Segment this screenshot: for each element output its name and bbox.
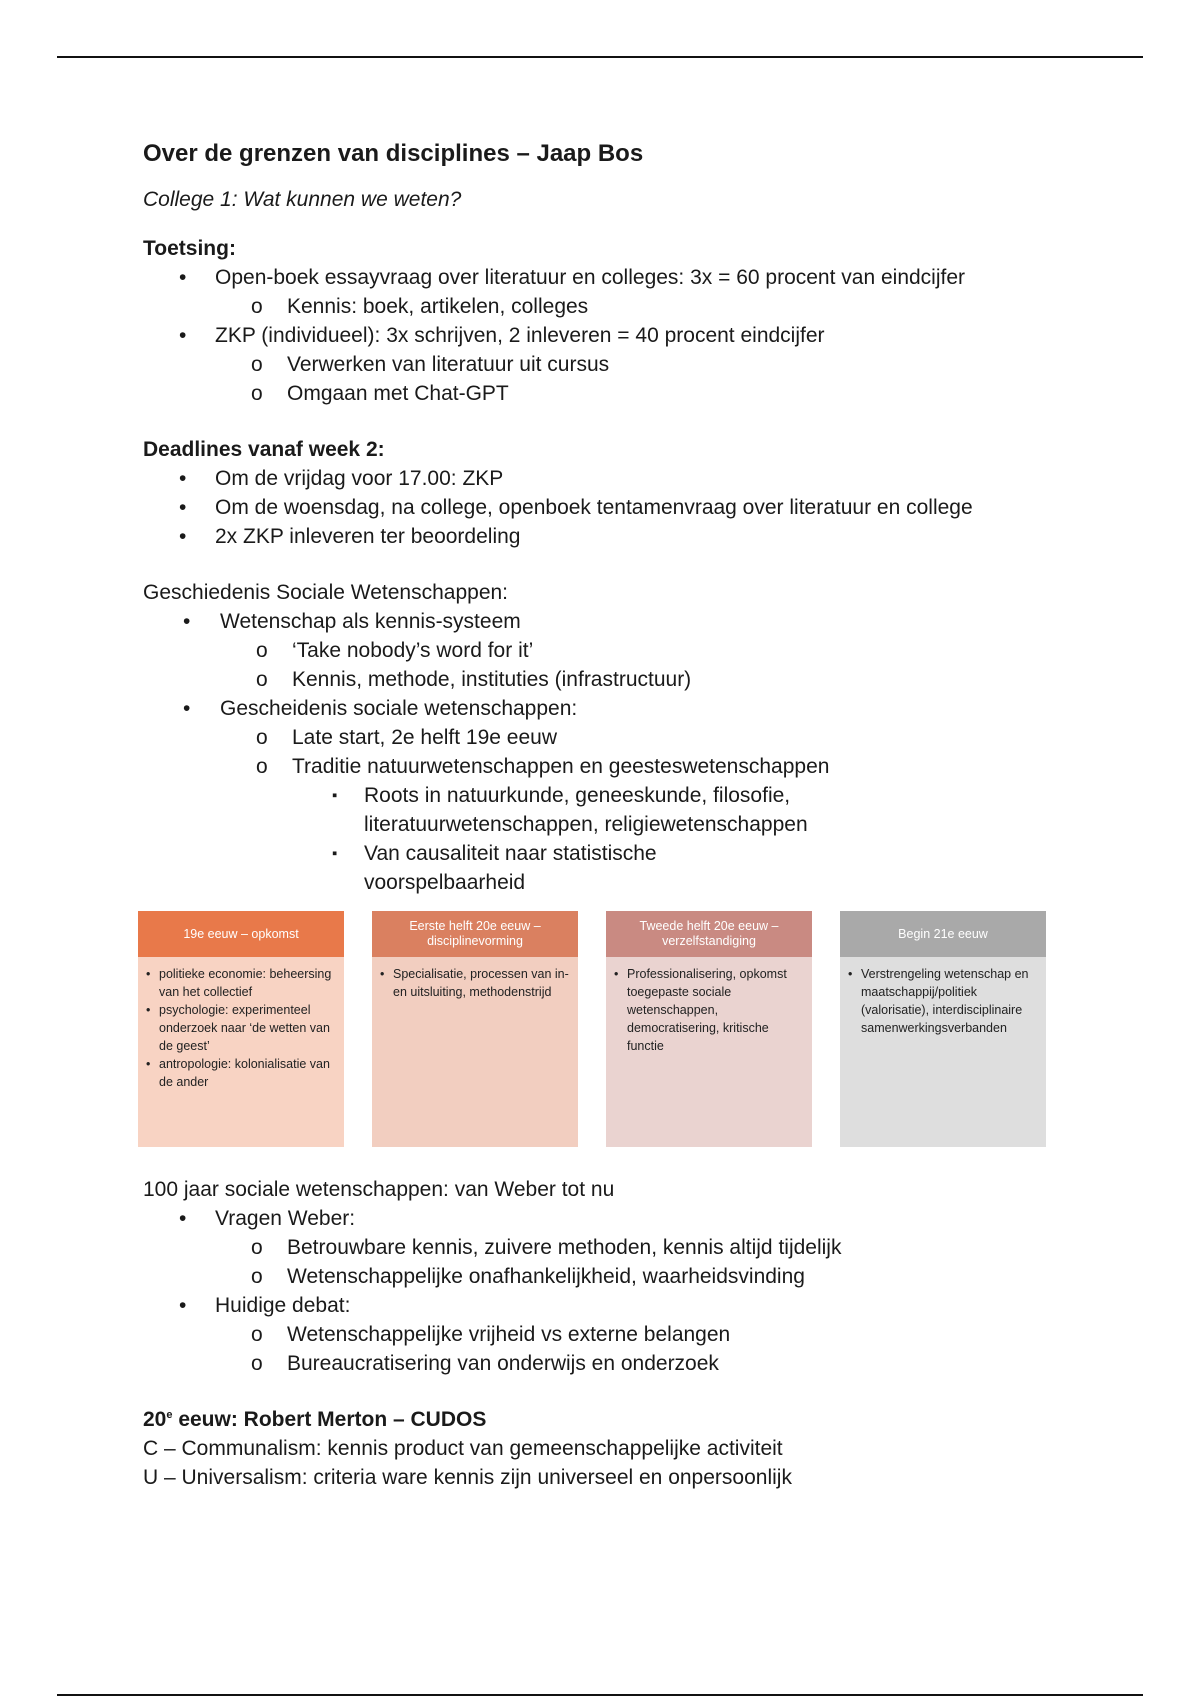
list-item: o Bureaucratisering van onderwijs en onderzoek	[215, 1349, 1083, 1378]
timeline-card-eerste-helft-20e	[372, 911, 578, 1147]
timeline-diagram	[138, 911, 1048, 1151]
deadlines-heading: Deadlines vanaf week 2:	[143, 438, 385, 461]
list-item: • Om de woensdag, na college, openboek tentamenvraag over literatuur en college	[143, 493, 1083, 522]
bottom-rule	[57, 1694, 1143, 1696]
list-item: • 2x ZKP inleveren ter beoordeling	[143, 522, 1083, 551]
list-item: • Huidige debat: o Wetenschappelijke vrijheid vs externe belangen o Bureaucratisering van onderwijs en onderzoek	[143, 1291, 1083, 1378]
geschiedenis-heading: Geschiedenis Sociale Wetenschappen:	[143, 581, 509, 604]
list-item: • Open-boek essayvraag over literatuur en colleges: 3x = 60 procent van eindcijfer o Kennis: boek, artikelen, colleges	[143, 263, 1083, 321]
deadlines-list	[143, 464, 1083, 551]
document-body	[143, 140, 1083, 1492]
honderd-jaar-list	[143, 1204, 1083, 1378]
document-title: Over de grenzen van disciplines – Jaap Bos	[143, 140, 644, 167]
list-item: • Gescheidenis sociale wetenschappen: o Late start, 2e helft 19e eeuw o Traditie natuurwetenschappen en geesteswetenschappen ▪ Roots in natuurkunde, geneeskunde, filosofie, literatuurwetenschappen, religiewetenschappen ▪ Van causaliteit naar statistische voorspelbaarheid	[143, 694, 1083, 897]
list-item: ▪ Van causaliteit naar statistische voorspelbaarheid	[292, 839, 812, 897]
timeline-card-title: Begin 21e eeuw	[840, 911, 1046, 957]
list-item: • ZKP (individueel): 3x schrijven, 2 inleveren = 40 procent eindcijfer o Verwerken van literatuur uit cursus o Omgaan met Chat-GPT	[143, 321, 1083, 408]
toetsing-heading: Toetsing:	[143, 237, 236, 260]
list-item: • Vragen Weber: o Betrouwbare kennis, zuivere methoden, kennis altijd tijdelijk o Wetenschappelijke onafhankelijkheid, waarheidsvinding	[143, 1204, 1083, 1291]
list-item: ▪ Roots in natuurkunde, geneeskunde, filosofie, literatuurwetenschappen, religiewetenschappen	[292, 781, 812, 839]
geschiedenis-list	[143, 607, 1083, 897]
list-item: o Omgaan met Chat-GPT	[215, 379, 1083, 408]
list-item: • Om de vrijdag voor 17.00: ZKP	[143, 464, 1083, 493]
lecture-subtitle: College 1: Wat kunnen we weten?	[143, 188, 462, 211]
list-item: o Traditie natuurwetenschappen en geesteswetenschappen ▪ Roots in natuurkunde, geneeskunde, filosofie, literatuurwetenschappen, religiewetenschappen ▪ Van causaliteit naar statistische voorspelbaarheid	[220, 752, 1083, 897]
list-item: • psychologie: experimenteel onderzoek naar ‘de wetten van de geest’	[146, 1001, 338, 1055]
timeline-card-title: Tweede helft 20e eeuw – verzelfstandiging	[606, 911, 812, 957]
list-item: • Wetenschap als kennis-systeem o ‘Take nobody’s word for it’ o Kennis, methode, instituties (infrastructuur)	[143, 607, 1083, 694]
cudos-line-u: U – Universalism: criteria ware kennis zijn universeel en onpersoonlijk	[143, 1466, 792, 1489]
timeline-card-title: 19e eeuw – opkomst	[138, 911, 344, 957]
list-item: • politieke economie: beheersing van het collectief	[146, 965, 338, 1001]
merton-heading: 20e eeuw: Robert Merton – CUDOS	[143, 1408, 487, 1431]
list-item: • Specialisatie, processen van in- en uitsluiting, methodenstrijd	[380, 965, 572, 1001]
list-item: o Betrouwbare kennis, zuivere methoden, kennis altijd tijdelijk	[215, 1233, 1083, 1262]
list-item: o Verwerken van literatuur uit cursus	[215, 350, 1083, 379]
top-rule	[57, 56, 1143, 58]
list-item: o Late start, 2e helft 19e eeuw	[220, 723, 1083, 752]
cudos-line-c: C – Communalism: kennis product van gemeenschappelijke activiteit	[143, 1437, 783, 1460]
list-item: o Kennis, methode, instituties (infrastructuur)	[220, 665, 1083, 694]
list-item: o Wetenschappelijke onafhankelijkheid, waarheidsvinding	[215, 1262, 1083, 1291]
list-item: o Kennis: boek, artikelen, colleges	[215, 292, 1083, 321]
timeline-card-begin-21e	[840, 911, 1046, 1147]
timeline-card-19e-eeuw	[138, 911, 344, 1147]
timeline-card-tweede-helft-20e	[606, 911, 812, 1147]
timeline-card-title: Eerste helft 20e eeuw – disciplinevorming	[372, 911, 578, 957]
list-item: o Wetenschappelijke vrijheid vs externe belangen	[215, 1320, 1083, 1349]
list-item: • Verstrengeling wetenschap en maatschappij/politiek (valorisatie), interdisciplinaire samenwerkingsverbanden	[848, 965, 1040, 1037]
list-item: • antropologie: kolonialisatie van de ander	[146, 1055, 338, 1091]
honderd-jaar-heading: 100 jaar sociale wetenschappen: van Weber tot nu	[143, 1178, 615, 1201]
list-item: o ‘Take nobody’s word for it’	[220, 636, 1083, 665]
list-item: • Professionalisering, opkomst toegepaste sociale wetenschappen, democratisering, kritische functie	[614, 965, 806, 1055]
toetsing-list	[143, 263, 1083, 408]
